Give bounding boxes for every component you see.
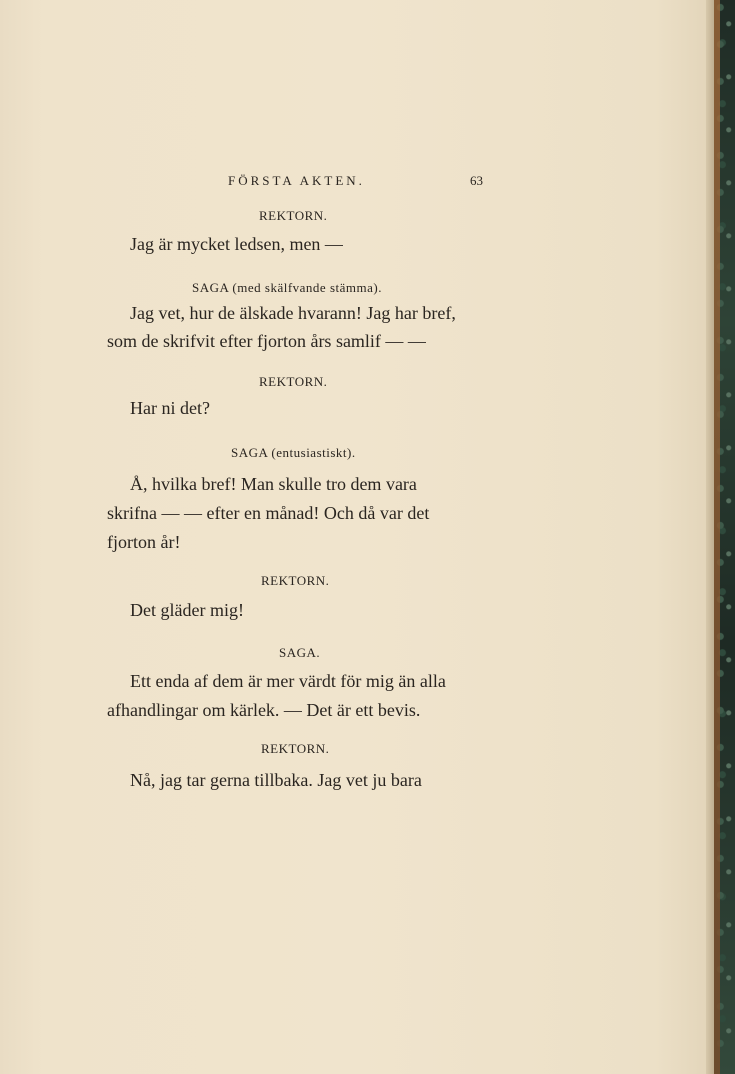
speaker-label: SAGA. xyxy=(279,645,321,660)
page-number: 63 xyxy=(470,173,483,188)
dialogue-line: skrifna — — efter en månad! Och då var det xyxy=(107,503,430,523)
dialogue-line: Ett enda af dem är mer värdt för mig än alla xyxy=(130,671,446,691)
dialogue-line: Nå, jag tar gerna tillbaka. Jag vet ju bara xyxy=(130,770,422,790)
speaker-label: SAGA (med skälfvande stämma). xyxy=(192,280,382,295)
dialogue-line: Har ni det? xyxy=(130,398,210,418)
speaker-label: SAGA (entusiastiskt). xyxy=(231,445,356,460)
dialogue-line: Det gläder mig! xyxy=(130,600,244,620)
running-title: FÖRSTA AKTEN. xyxy=(228,173,365,188)
dialogue-line: Jag är mycket ledsen, men — xyxy=(130,234,343,254)
speaker-label: REKTORN. xyxy=(259,374,328,389)
speaker-label: REKTORN. xyxy=(261,573,330,588)
speaker-label: REKTORN. xyxy=(261,741,330,756)
speaker-label: REKTORN. xyxy=(259,208,328,223)
dialogue-line: som de skrifvit efter fjorton års samlif — — xyxy=(107,331,426,351)
dialogue-line: fjorton år! xyxy=(107,532,181,552)
dialogue-line: Å, hvilka bref! Man skulle tro dem vara xyxy=(130,474,417,494)
dialogue-line: Jag vet, hur de älskade hvarann! Jag har bref, xyxy=(130,303,456,323)
book-spine-strip xyxy=(714,0,720,1074)
dialogue-line: afhandlingar om kärlek. — Det är ett bevis. xyxy=(107,700,421,720)
